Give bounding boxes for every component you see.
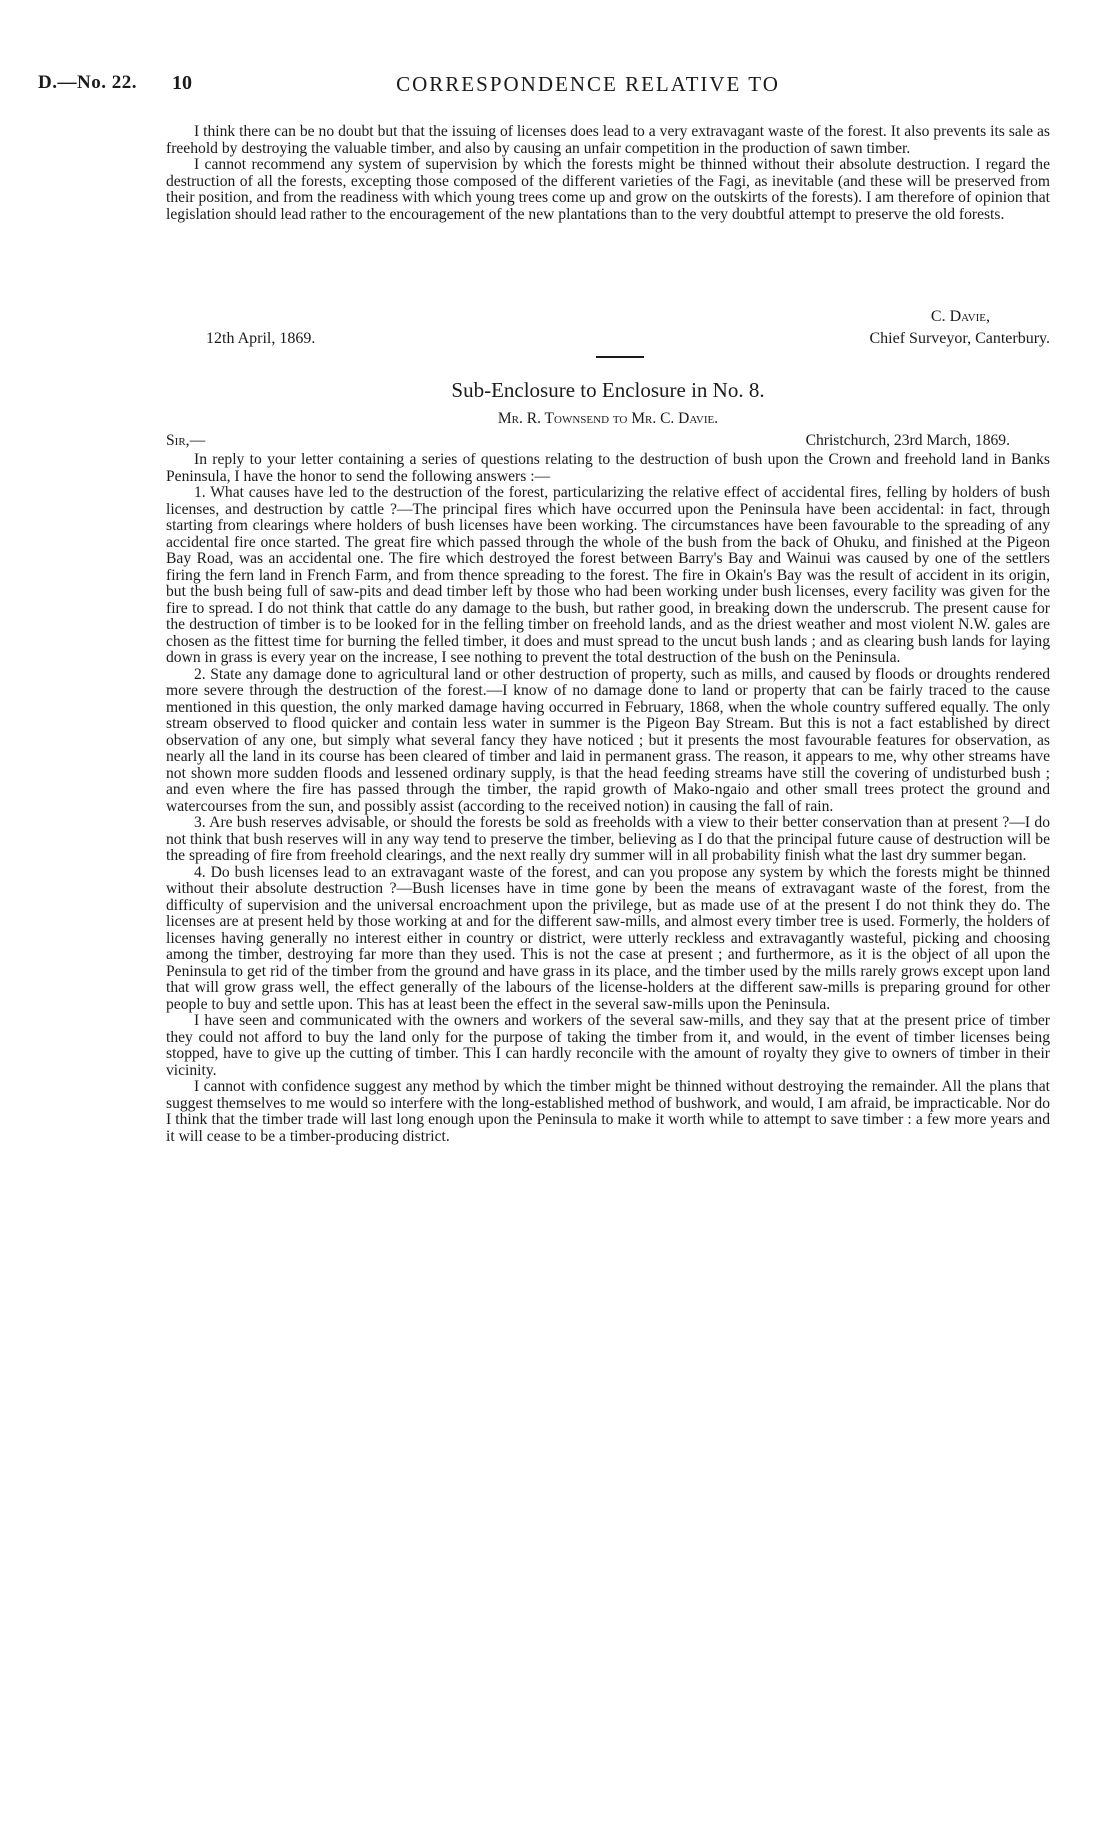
signature-block <box>166 308 1050 348</box>
paragraph: I think there can be no doubt but that the issuing of licenses does lead to a very extravagant waste of the forest. It also prevents its sale as freehold by destroying the valuable timber, and also by causing an unfair competition in the production of sawn timber. <box>166 123 1050 157</box>
paragraph: I cannot recommend any system of supervision by which the forests might be thinned without their absolute destruction. I regard the destruction of all the forests, excepting those composed of the different varieties of the Fagi, as inevitable (and these will be preserved from their position, and from the readiness with which young trees come up and grow on the outskirts of the forests). I am therefore of opinion that legislation should lead rather to the encouragement of the new plantations than to the very doubtful attempt to preserve the old forests. <box>166 156 1050 223</box>
place-and-date: Christchurch, 23rd March, 1869. <box>805 432 1010 449</box>
paragraph: 4. Do bush licenses lead to an extravagant waste of the forest, and can you propose any system by which the forests might be thinned without their absolute destruction ?—Bush licenses have in time gone by been the means of extravagant waste of the forest, from the difficulty of supervision and the universal encroachment upon the privilege, but as made use of at the present I do not think they do. The licenses are at present held by those working at and for the different saw-mills, and almost every timber tree is used. Formerly, the holders of licenses having generally no interest either in country or district, were utterly reckless and extravagantly wasteful, picking and choosing among the timber, destroying far more than they used. This is not the case at present ; and furthermore, as it is the object of all upon the Peninsula to get rid of the timber from the ground and have grass in its place, and the timber used by the mills rarely grows except upon land that will grow grass well, the effect generally of the labours of the license-holders at the different saw-mills is preparing ground for other people to buy and settle upon. This has at least been the effect in the several saw-mills upon the Peninsula. <box>166 863 1050 1013</box>
salutation: Sir,— <box>166 432 206 449</box>
paragraph: In reply to your letter containing a series of questions relating to the destruction of bush upon the Crown and freehold land in Banks Peninsula, I have the honor to send the following answers :— <box>166 451 1050 485</box>
paragraph: I cannot with confidence suggest any method by which the timber might be thinned without destroying the remainder. All the plans that suggest themselves to me would so interfere with the long-established method of bushwork, and would, I am afraid, be impracticable. Nor do I think that the timber trade will last long enough upon the Peninsula to make it worth while to attempt to save timber : a few more years and it will cease to be a timber-producing district. <box>166 1078 1050 1145</box>
paragraph: I have seen and communicated with the owners and workers of the several saw-mills, and they say that at the present price of timber they could not afford to buy the land only for the purpose of taking the timber from it, and would, in the event of timber licenses being stopped, have to give up the cutting of timber. This I can hardly reconcile with the amount of royalty they give to owners of timber in their vicinity. <box>166 1012 1050 1079</box>
letter-body <box>166 452 1050 1145</box>
paragraph: 2. State any damage done to agricultural land or other destruction of property, such as mills, and caused by floods or droughts rendered more severe through the destruction of the forest.—I know of no damage done to land or property that can be fairly traced to the cause mentioned in this question, the only marked damage having occurred in February, 1868, when the whole country suffered equally. The only stream observed to flood quicker and contain less water in summer is the Pigeon Bay Stream. But this is not a fact established by direct observation of any one, but simply what several fancy they have noticed ; but it presents the most favourable features for observation, as nearly all the land in its course has been cleared of timber and laid in permanent grass. The reason, it appears to me, why other streams have not shown more sudden floods and lessened ordinary supply, is that the head feeding streams have still the covering of undisturbed bush ; and even where the fire has passed through the timber, the rapid growth of Mako-ngaio and other small trees protect the ground and watercourses from the sun, and possibly assist (according to the received notion) in causing the fall of rain. <box>166 665 1050 815</box>
signatory-name: C. Davie, <box>930 308 990 325</box>
page-number: 10 <box>172 72 192 94</box>
signatory-title: Chief Surveyor, Canterbury. <box>869 330 1050 347</box>
paragraph: 3. Are bush reserves advisable, or should the forests be sold as freeholds with a view to their better conservation than at present ?—I do not think that bush reserves will in any way tend to preserve the timber, believing as I do that the principal future cause of destruction will be the spreading of fire from freehold clearings, and the next really dry summer will in all probability finish what the last dry summer began. <box>166 814 1050 864</box>
letter-date: 12th April, 1869. <box>206 330 316 347</box>
salutation-row <box>166 432 1050 452</box>
document-reference: D.—No. 22. <box>38 72 137 93</box>
page-header <box>38 72 1078 102</box>
section-heading: Sub-Enclosure to Enclosure in No. 8. <box>451 378 765 402</box>
paragraph: 1. What causes have led to the destruction of the forest, particularizing the relative effect of accidental fires, felling by holders of bush licenses, and destruction by cattle ?—The principal fires which have occurred upon the Peninsula have been accidental: in fact, through starting from clearings where holders of bush licenses have been working. The circumstances have been favourable to the spreading of any accidental fire once started. The great fire which passed through the whole of the bush from the back of Ohuku, and finished at the Pigeon Bay Road, was an accidental one. The fire which destroyed the forest between Barry's Bay and Wainui was caused by one of the settlers firing the fern land in French Farm, and from thence spreading to the forest. The fire in Okain's Bay was the result of accident in its origin, but the bush being full of saw-pits and dead timber left by those who had been working under bush licenses, every facility was given for the fire to spread. I do not think that cattle do any damage to the bush, but rather good, in breaking down the underscrub. The present cause for the destruction of timber is to be looked for in the felling timber on freehold lands, and as the driest weather and most violent N.W. gales are chosen as the fittest time for burning the felled timber, it does and must spread to the uncut bush lands ; and as clearing bush lands for laying down in grass is every year on the increase, I see nothing to prevent the total destruction of the bush on the Peninsula. <box>166 484 1050 666</box>
section-divider <box>596 356 644 358</box>
running-title: CORRESPONDENCE RELATIVE TO <box>396 72 780 96</box>
correspondents-line: Mr. R. Townsend to Mr. C. Davie. <box>497 410 719 427</box>
letter-body-continued <box>166 124 1050 223</box>
